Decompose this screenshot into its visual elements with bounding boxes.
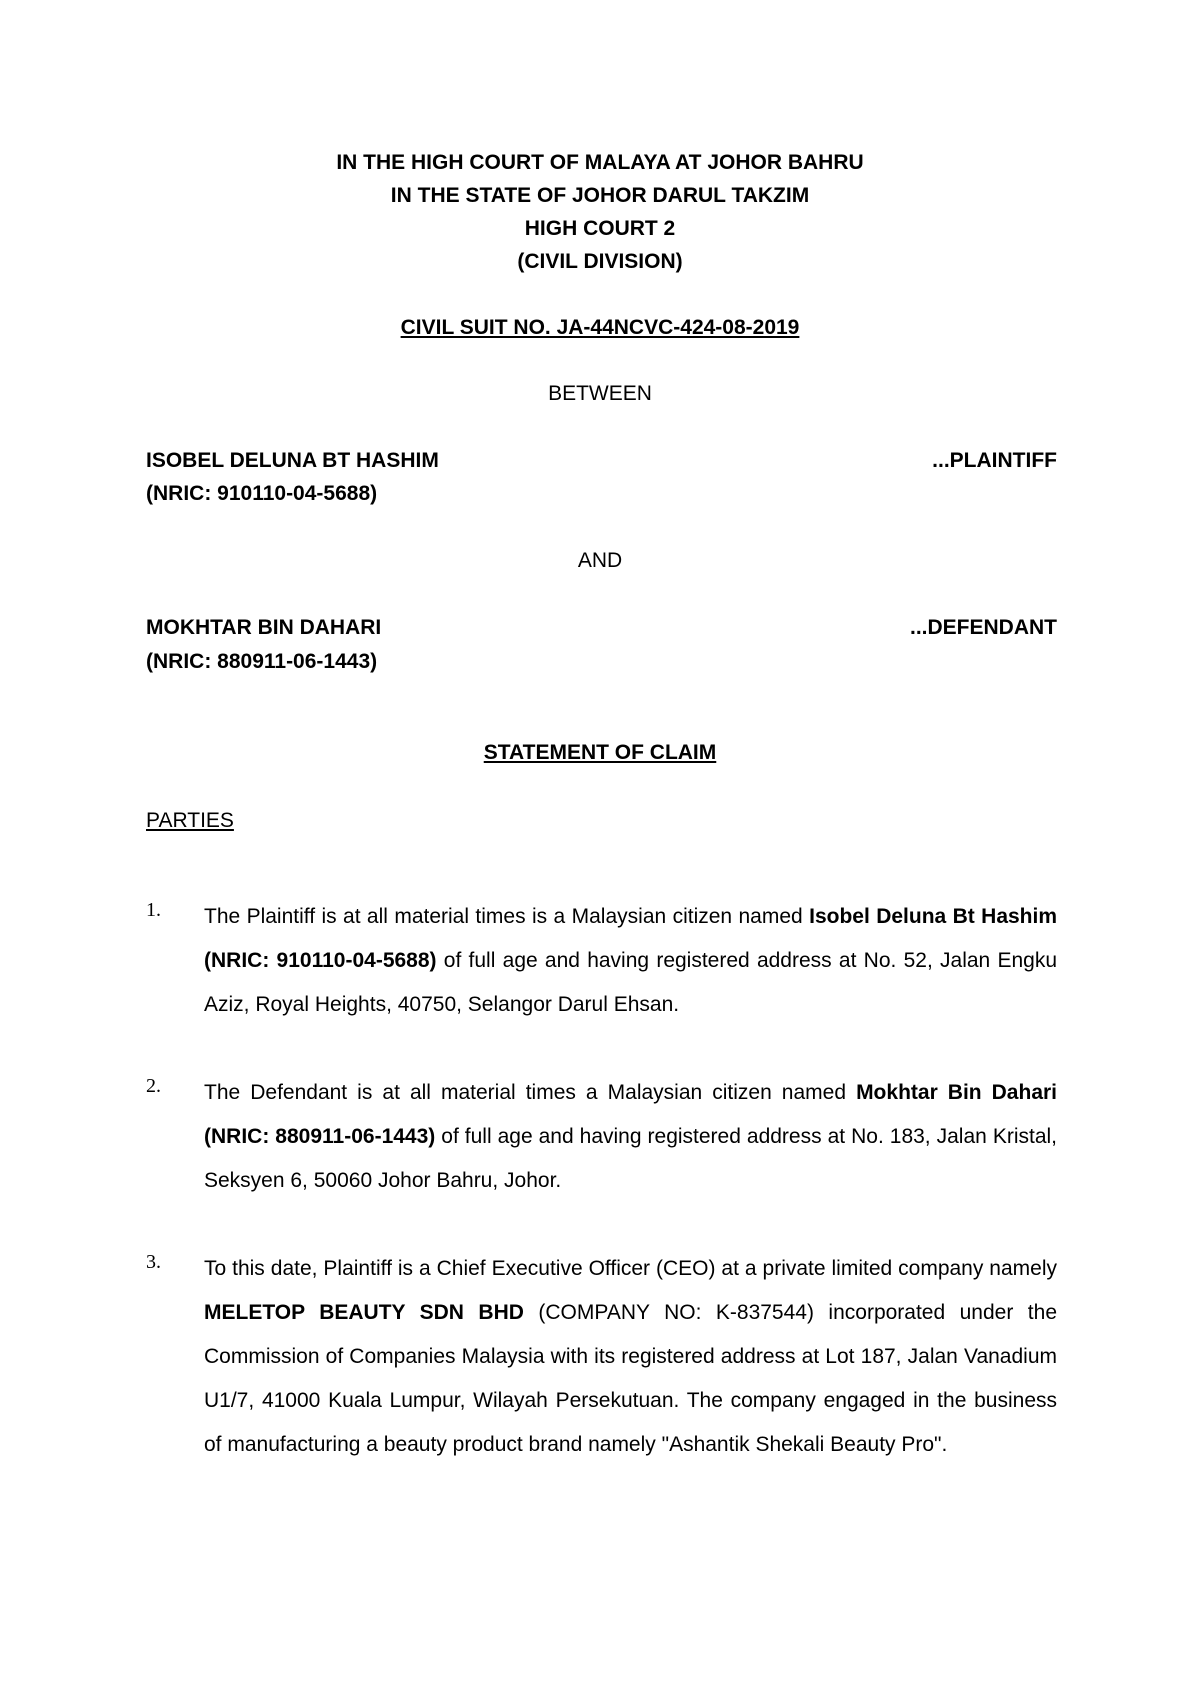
- paragraph-body: [204, 895, 1057, 1027]
- defendant-nric: (NRIC: 880911-06-1443): [146, 650, 378, 673]
- court-heading: [0, 146, 1200, 278]
- plaintiff-name: ISOBEL DELUNA BT HASHIM: [146, 449, 439, 472]
- paragraph-body: [204, 1071, 1057, 1203]
- between-label: BETWEEN: [548, 382, 652, 405]
- paragraph-text: To this date, Plaintiff is a Chief Executive Officer (CEO) at a private limited company namely: [204, 1257, 1057, 1280]
- suit-number: [0, 316, 1200, 340]
- paragraph-bold-text: Isobel Deluna Bt Hashim (NRIC: 910110-04-5688): [204, 905, 1058, 972]
- defendant-role: ...DEFENDANT: [910, 616, 1057, 639]
- paragraph-text: of full age and having registered address at No. 52, Jalan Engku Aziz, Royal Heights, 40750, Selangor Darul Ehsan.: [204, 949, 1058, 1016]
- defendant-name: MOKHTAR BIN DAHARI: [146, 616, 382, 639]
- court-heading-line-3: HIGH COURT 2: [524, 217, 676, 240]
- paragraph-2: [146, 1071, 1057, 1203]
- paragraph-number: 1.: [146, 899, 161, 921]
- suit-number-text: CIVIL SUIT NO. JA-44NCVC-424-08-2019: [400, 316, 800, 339]
- court-heading-line-2: IN THE STATE OF JOHOR DARUL TAKZIM: [390, 184, 810, 207]
- document-title-text: STATEMENT OF CLAIM: [483, 741, 717, 764]
- and-label: AND: [577, 549, 623, 572]
- paragraph-bold-text: MELETOP BEAUTY SDN BHD: [204, 1301, 524, 1324]
- plaintiff-role: ...PLAINTIFF: [932, 449, 1057, 472]
- paragraph-text: The Defendant is at all material times a Malaysian citizen named: [204, 1081, 857, 1104]
- paragraph-number: 3.: [146, 1251, 161, 1273]
- paragraph-text: (COMPANY NO: K-837544) incorporated under the Commission of Companies Malaysia with its registered address at Lot 187, Jalan Vanadium U1/7, 41000 Kuala Lumpur, Wilayah Persekutuan. The company engaged in the business of manufacturing a beauty product brand namely "Ashantik Shekali Beauty Pro".: [204, 1301, 1057, 1456]
- paragraph-number: 2.: [146, 1075, 161, 1097]
- paragraph-bold-text: Mokhtar Bin Dahari (NRIC: 880911-06-1443): [204, 1081, 1058, 1148]
- paragraph-3: [146, 1247, 1057, 1467]
- court-heading-line-4: (CIVIL DIVISION): [517, 250, 683, 273]
- document-title: [0, 741, 1200, 765]
- court-heading-line-1: IN THE HIGH COURT OF MALAYA AT JOHOR BAHRU: [336, 151, 864, 174]
- plaintiff-nric: (NRIC: 910110-04-5688): [146, 482, 378, 505]
- paragraph-text: of full age and having registered address at No. 183, Jalan Kristal, Seksyen 6, 50060 Johor Bahru, Johor.: [204, 1125, 1057, 1192]
- section-heading-parties: PARTIES: [146, 809, 234, 832]
- paragraph-1: [146, 895, 1057, 1027]
- paragraph-text: The Plaintiff is at all material times is a Malaysian citizen named: [204, 905, 810, 928]
- paragraph-body: [204, 1247, 1057, 1467]
